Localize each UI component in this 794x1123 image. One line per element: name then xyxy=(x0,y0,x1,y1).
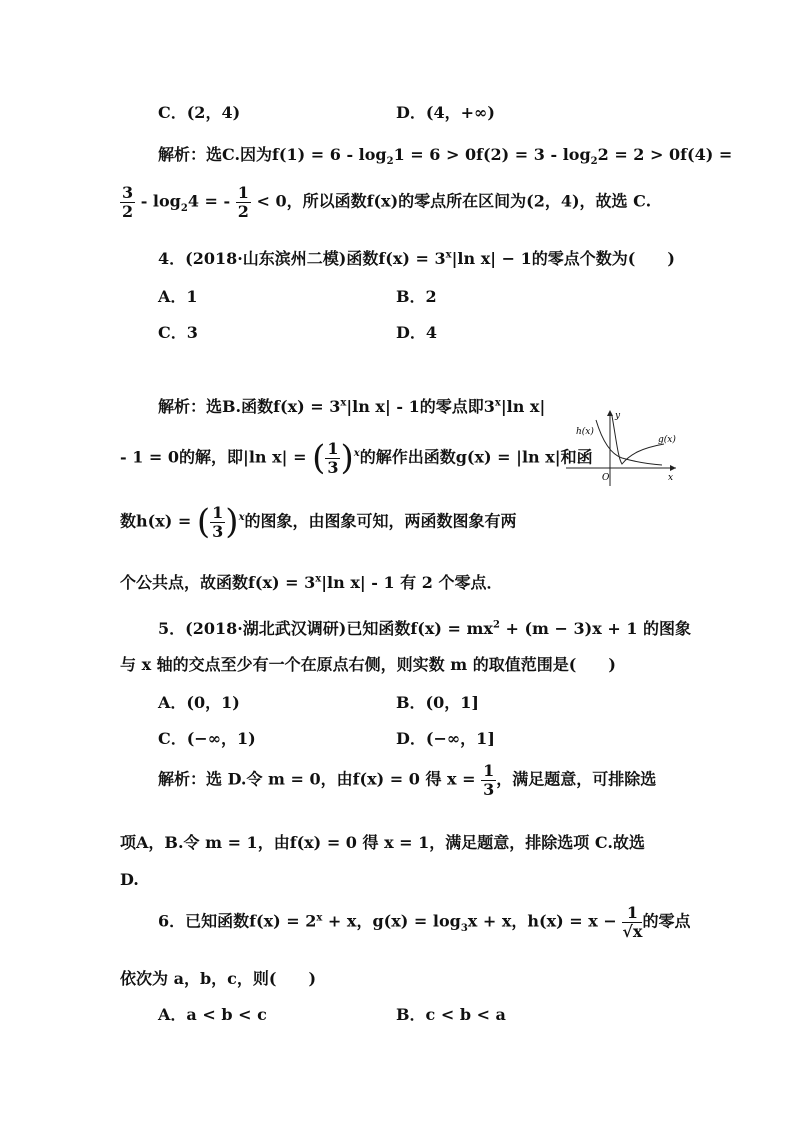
q3-solution-line1: 解析：选C.因为$f(1) = 6 - \log_21 = 6 > 0f(2) = 3 - \log_22 = 2 > 0f(4)$ = xyxy=(158,145,733,168)
q4-option-c: C．3 xyxy=(158,323,198,342)
q5-option-d: D．(−∞，1] xyxy=(396,729,495,748)
q5-option-b: B．(0，1] xyxy=(396,693,479,712)
q4-solution-line2: - 1 = 0的解，即|ln x| = ( $\frac{1}{3}$ )$^x$的解作出函数g(x) = |ln x|和函 xyxy=(120,438,593,478)
y-label: y xyxy=(615,411,621,421)
g-curve xyxy=(612,416,664,464)
fraction: $\frac{1}{3}$ xyxy=(212,502,224,541)
q4-solution-line3: 数h(x) = ( $\frac{1}{3}$ )$^x$的图象，由图象可知，两函数图象有两 xyxy=(120,502,517,542)
q4-function-graph xyxy=(566,408,678,488)
q4-solution-line4: 个公共点，故函数$f(x) = 3^x|\ln$ x| - 1 有 2 个零点． xyxy=(120,573,503,592)
h-curve xyxy=(596,420,662,465)
q5-solution-line2: 项A，B.令 m = 1，由f(x) = 0 得 x = 1，满足题意，排除选项 C.故选 xyxy=(120,833,645,852)
y-axis-arrow xyxy=(607,410,613,416)
q4-solution-line1: 解析：选B.函数$f(x) = 3^x|\ln$ x| - 1的零点即3$^x$|ln x| xyxy=(158,397,546,416)
origin-label: O xyxy=(602,473,610,483)
q6-option-a: A．a < b < c xyxy=(158,1005,267,1024)
q5-solution-line1: 解析：选 D.令 m = 0，由f(x) = 0 得 x = $\frac{1}{3}$ ，满足题意，可排除选 xyxy=(158,761,657,799)
x-axis-arrow xyxy=(670,465,676,471)
q5-option-a: A．(0，1) xyxy=(158,693,240,712)
fraction: $\frac{1}{√x}$ xyxy=(622,903,643,941)
h-label: h(x) xyxy=(576,427,594,437)
q5-option-c: C．(−∞，1) xyxy=(158,729,256,748)
q6-option-b: B．c < b < a xyxy=(396,1005,506,1024)
fraction: $\frac{3}{2}$ xyxy=(122,183,134,221)
q3-option-d: D．(4，+∞) xyxy=(396,103,495,122)
q4-stem: 4．(2018·山东滨州二模)函数$f(x) = 3^x|\ln$ x| − 1的零点个数为( ) xyxy=(158,249,675,268)
fraction: $\frac{1}{3}$ xyxy=(327,438,339,477)
g-label: g(x) xyxy=(658,435,676,445)
fraction: $\frac{1}{3}$ xyxy=(483,761,495,799)
q6-stem-line1: 6．已知函数$f(x) = 2^x + x$，$g(x) = \log_3x + x$，h(x) = x − $\frac{1}{√x}$ 的零点 xyxy=(158,903,691,941)
q3-option-c: C．(2，4) xyxy=(158,103,241,122)
q3-solution-line2: $\frac{3}{2}$ - $\log_24$ = - $\frac{1}{2}$ < 0，所以函数f(x)的零点所在区间为(2，4)，故选 C. xyxy=(122,183,652,221)
q4-option-d: D．4 xyxy=(396,323,438,342)
q4-option-b: B．2 xyxy=(396,287,437,306)
q5-stem-line2: 与 x 轴的交点至少有一个在原点右侧，则实数 m 的取值范围是( ) xyxy=(120,655,616,674)
fraction: $\frac{1}{2}$ xyxy=(237,183,249,221)
q5-solution-line3: D. xyxy=(120,870,139,889)
q4-option-a: A．1 xyxy=(158,287,198,306)
q5-stem-line1: 5．(2018·湖北武汉调研)已知函数$f(x) = mx^2 + (m - 3)x + 1$ 的图象 xyxy=(158,619,692,638)
q6-stem-line2: 依次为 a，b，c，则( ) xyxy=(120,969,317,988)
x-label: x xyxy=(668,473,674,483)
